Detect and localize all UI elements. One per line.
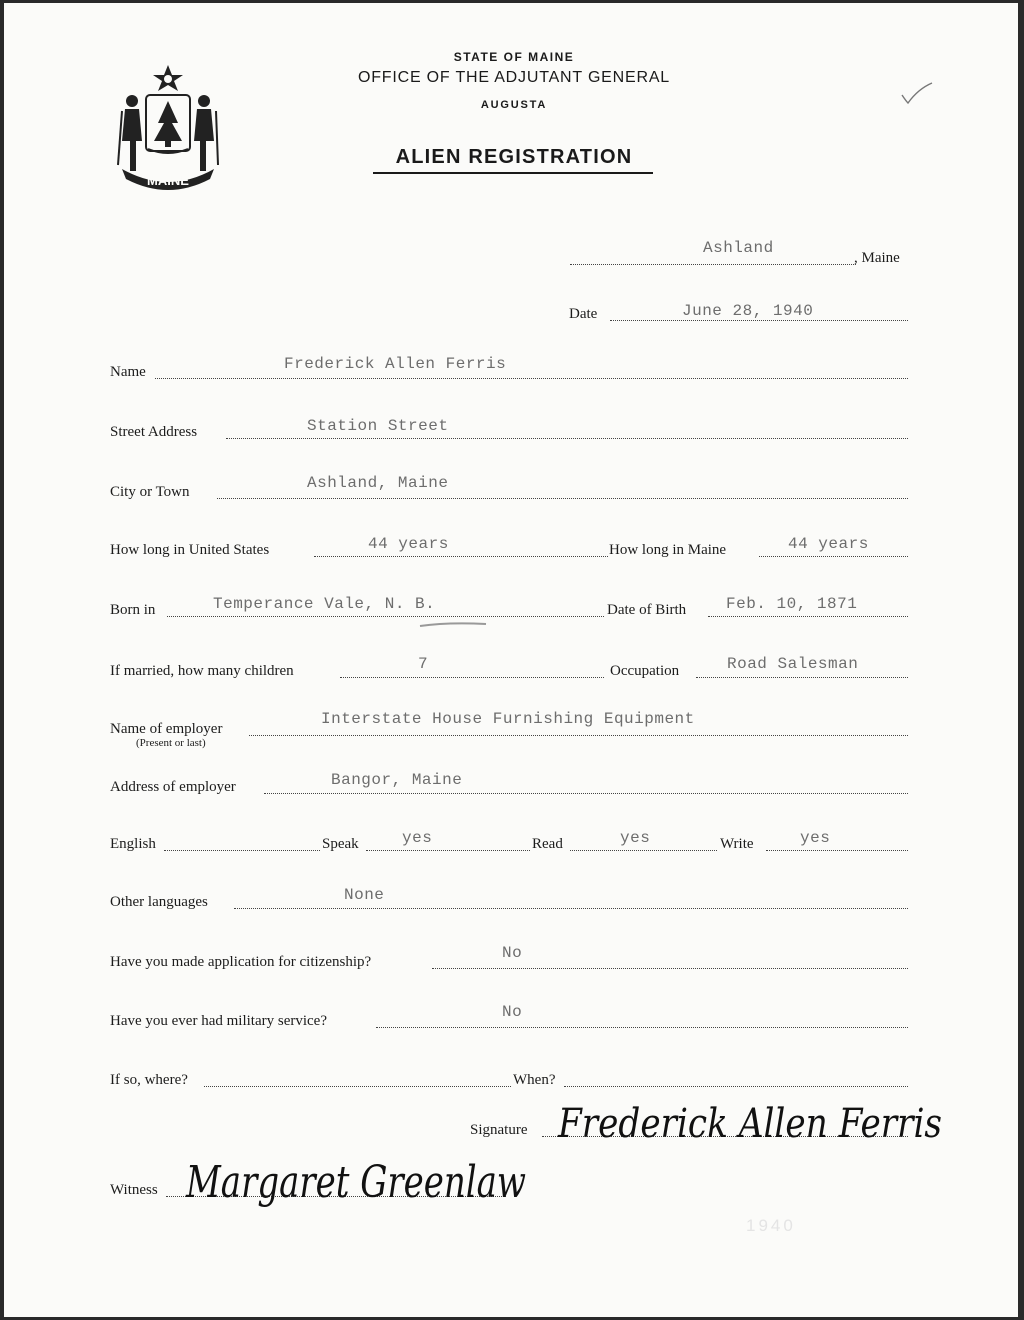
- applicant-signature: [552, 1089, 952, 1161]
- military-value: No: [502, 1003, 523, 1021]
- military-line: [376, 1027, 908, 1028]
- city-heading: AUGUSTA: [480, 99, 548, 111]
- other-languages-value: None: [344, 886, 385, 904]
- read-label: Read: [532, 836, 563, 852]
- employer-address-value: Bangor, Maine: [331, 771, 463, 789]
- pencil-mark: [418, 620, 488, 630]
- occupation-line: [696, 677, 908, 678]
- other-languages-line: [234, 908, 908, 909]
- born-in-value: Temperance Vale, N. B.: [213, 595, 436, 613]
- witness-signature: [180, 1141, 540, 1233]
- signature-label: Signature: [470, 1122, 528, 1138]
- years-us-line: [314, 556, 608, 557]
- read-value: yes: [620, 829, 651, 847]
- write-label: Write: [720, 836, 754, 852]
- years-us-value: 44 years: [368, 535, 449, 553]
- employer-line: [249, 735, 908, 736]
- employer-value: Interstate House Furnishing Equipment: [321, 710, 695, 728]
- years-maine-line: [759, 556, 908, 557]
- write-value: yes: [800, 829, 831, 847]
- occupation-value: Road Salesman: [727, 655, 859, 673]
- where-label: If so, where?: [110, 1072, 188, 1088]
- years-maine-label: How long in Maine: [609, 542, 727, 558]
- town-line: [570, 264, 856, 265]
- where-line: [204, 1086, 511, 1087]
- english-line: [164, 850, 320, 851]
- name-line: [155, 378, 908, 379]
- occupation-label: Occupation: [610, 663, 680, 679]
- date-label: Date: [569, 306, 598, 322]
- svg-text:MAINE: MAINE: [147, 173, 189, 188]
- form-title: ALIEN REGISTRATION: [395, 146, 633, 168]
- date-line: [610, 320, 908, 321]
- speak-line: [366, 850, 530, 851]
- title-underline: [373, 172, 653, 174]
- state-label: , Maine: [854, 250, 900, 266]
- employer-address-label: Address of employer: [110, 779, 236, 795]
- years-us-label: How long in United States: [110, 542, 270, 558]
- speak-value: yes: [402, 829, 433, 847]
- check-mark-icon: [900, 81, 934, 107]
- children-label: If married, how many children: [110, 663, 294, 679]
- read-line: [570, 850, 717, 851]
- birth-date-label: Date of Birth: [607, 602, 687, 618]
- birth-date-line: [708, 616, 908, 617]
- svg-text:Margaret Greenlaw: Margaret Greenlaw: [185, 1157, 526, 1208]
- office-heading: OFFICE OF THE ADJUTANT GENERAL: [357, 69, 671, 86]
- city-label: City or Town: [110, 484, 190, 500]
- witness-label: Witness: [110, 1182, 158, 1198]
- svg-text:Frederick Allen Ferris: Frederick Allen Ferris: [557, 1101, 942, 1147]
- name-label: Name: [110, 364, 146, 380]
- birth-date-value: Feb. 10, 1871: [726, 595, 858, 613]
- town-value: Ashland: [703, 239, 774, 257]
- military-label: Have you ever had military service?: [110, 1013, 327, 1029]
- faded-stamp: 1940: [746, 1216, 796, 1235]
- speak-label: Speak: [322, 836, 359, 852]
- employer-address-line: [264, 793, 908, 794]
- city-value: Ashland, Maine: [307, 474, 449, 492]
- years-maine-value: 44 years: [788, 535, 869, 553]
- other-languages-label: Other languages: [110, 894, 208, 910]
- citizenship-label: Have you made application for citizenship?: [110, 954, 372, 970]
- city-line: [217, 498, 908, 499]
- date-value: June 28, 1940: [682, 302, 814, 320]
- citizenship-value: No: [502, 944, 523, 962]
- when-label: When?: [513, 1072, 556, 1088]
- born-in-label: Born in: [110, 602, 156, 618]
- street-value: Station Street: [307, 417, 449, 435]
- when-line: [564, 1086, 908, 1087]
- name-value: Frederick Allen Ferris: [284, 355, 507, 373]
- born-in-line: [167, 616, 604, 617]
- registration-form: [4, 3, 1018, 1317]
- citizenship-line: [432, 968, 908, 969]
- state-heading: STATE OF MAINE: [453, 50, 575, 64]
- children-value: 7: [418, 655, 429, 673]
- street-label: Street Address: [110, 424, 198, 440]
- employer-label: Name of employer: [110, 721, 223, 737]
- maine-state-seal: [112, 61, 224, 193]
- children-line: [340, 677, 604, 678]
- write-line: [766, 850, 908, 851]
- street-line: [226, 438, 908, 439]
- employer-sublabel: (Present or last): [136, 737, 206, 749]
- english-label: English: [110, 836, 156, 852]
